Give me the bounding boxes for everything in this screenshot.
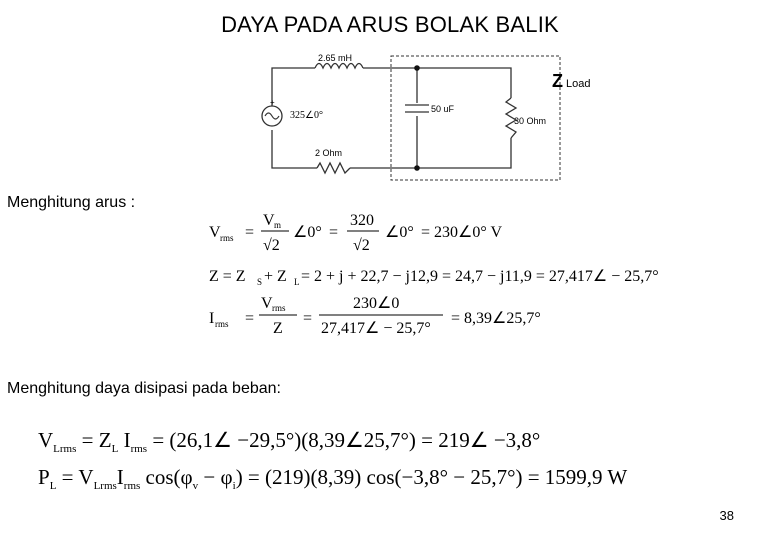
- svg-text:+ Z: + Z: [264, 268, 287, 285]
- svg-text:√2: √2: [353, 237, 370, 254]
- capacitor-label: 50 uF: [431, 104, 455, 114]
- load-resistor-label: 30 Ohm: [514, 116, 547, 126]
- svg-text:230∠0: 230∠0: [353, 295, 400, 312]
- svg-text:=: =: [329, 224, 339, 241]
- impedance-equation: [209, 268, 659, 287]
- svg-text:S: S: [257, 277, 263, 287]
- inductor-label: 2.65 mH: [318, 53, 353, 63]
- svg-text:Z: Z: [273, 320, 283, 337]
- current-equations: [205, 205, 745, 345]
- svg-text:= 8,39∠25,7°: = 8,39∠25,7°: [451, 310, 541, 327]
- source-label: 325∠0°: [290, 110, 323, 121]
- svg-text:27,417∠ − 25,7°: 27,417∠ − 25,7°: [321, 320, 431, 337]
- current-heading: Menghitung arus :: [7, 194, 136, 211]
- svg-text:rms: rms: [215, 319, 229, 329]
- svg-text:= 230∠0° V: = 230∠0° V: [421, 224, 503, 241]
- slide-title: DAYA PADA ARUS BOLAK BALIK: [221, 12, 559, 37]
- svg-text:=: =: [245, 310, 255, 327]
- resistor-label: 2 Ohm: [315, 148, 343, 158]
- circuit-diagram: [255, 48, 585, 183]
- svg-text:V: V: [263, 212, 275, 229]
- vlrms-equation: $V_{Lrms} = Z_L$ $I_{rms}$ = (26,1∠ −29,5°)(8,39∠25,7°) = 219∠ −3,8°: [38, 428, 541, 456]
- svg-text:=: =: [303, 310, 313, 327]
- svg-text:∠0°: ∠0°: [385, 224, 414, 241]
- svg-text:∠0°: ∠0°: [293, 224, 322, 241]
- irms-equation: [209, 295, 541, 337]
- svg-text:Z = Z: Z = Z: [209, 268, 246, 285]
- svg-text:rms: rms: [220, 233, 234, 243]
- page-number: 38: [719, 508, 734, 523]
- svg-text:V: V: [261, 295, 273, 312]
- svg-text:I: I: [209, 310, 215, 327]
- svg-text:= 2 + j + 22,7 − j12,9 = 24,7: = 2 + j + 22,7 − j12,9 = 24,7 − j11,9 = 27,417∠ − 25,7°: [301, 268, 659, 285]
- svg-text:+: +: [270, 98, 275, 107]
- svg-text:m: m: [274, 220, 282, 230]
- power-equation: $P_L = V_{Lrms}I_{rms}$ $\cos(\varphi_v - \varphi_i) = (219)(8,39) \cos(-3,8^\circ - 25,7^\circ) = 1599,9$ W: [38, 465, 628, 493]
- power-heading: Menghitung daya disipasi pada beban:: [7, 380, 281, 397]
- svg-text:L: L: [294, 277, 300, 287]
- svg-text:√2: √2: [263, 237, 280, 254]
- svg-text:=: =: [245, 224, 255, 241]
- svg-text:V: V: [209, 224, 221, 241]
- vrms-equation: [209, 212, 502, 254]
- svg-text:320: 320: [350, 212, 374, 229]
- svg-text:rms: rms: [272, 303, 286, 313]
- z-load-label: Z Load: [552, 71, 591, 91]
